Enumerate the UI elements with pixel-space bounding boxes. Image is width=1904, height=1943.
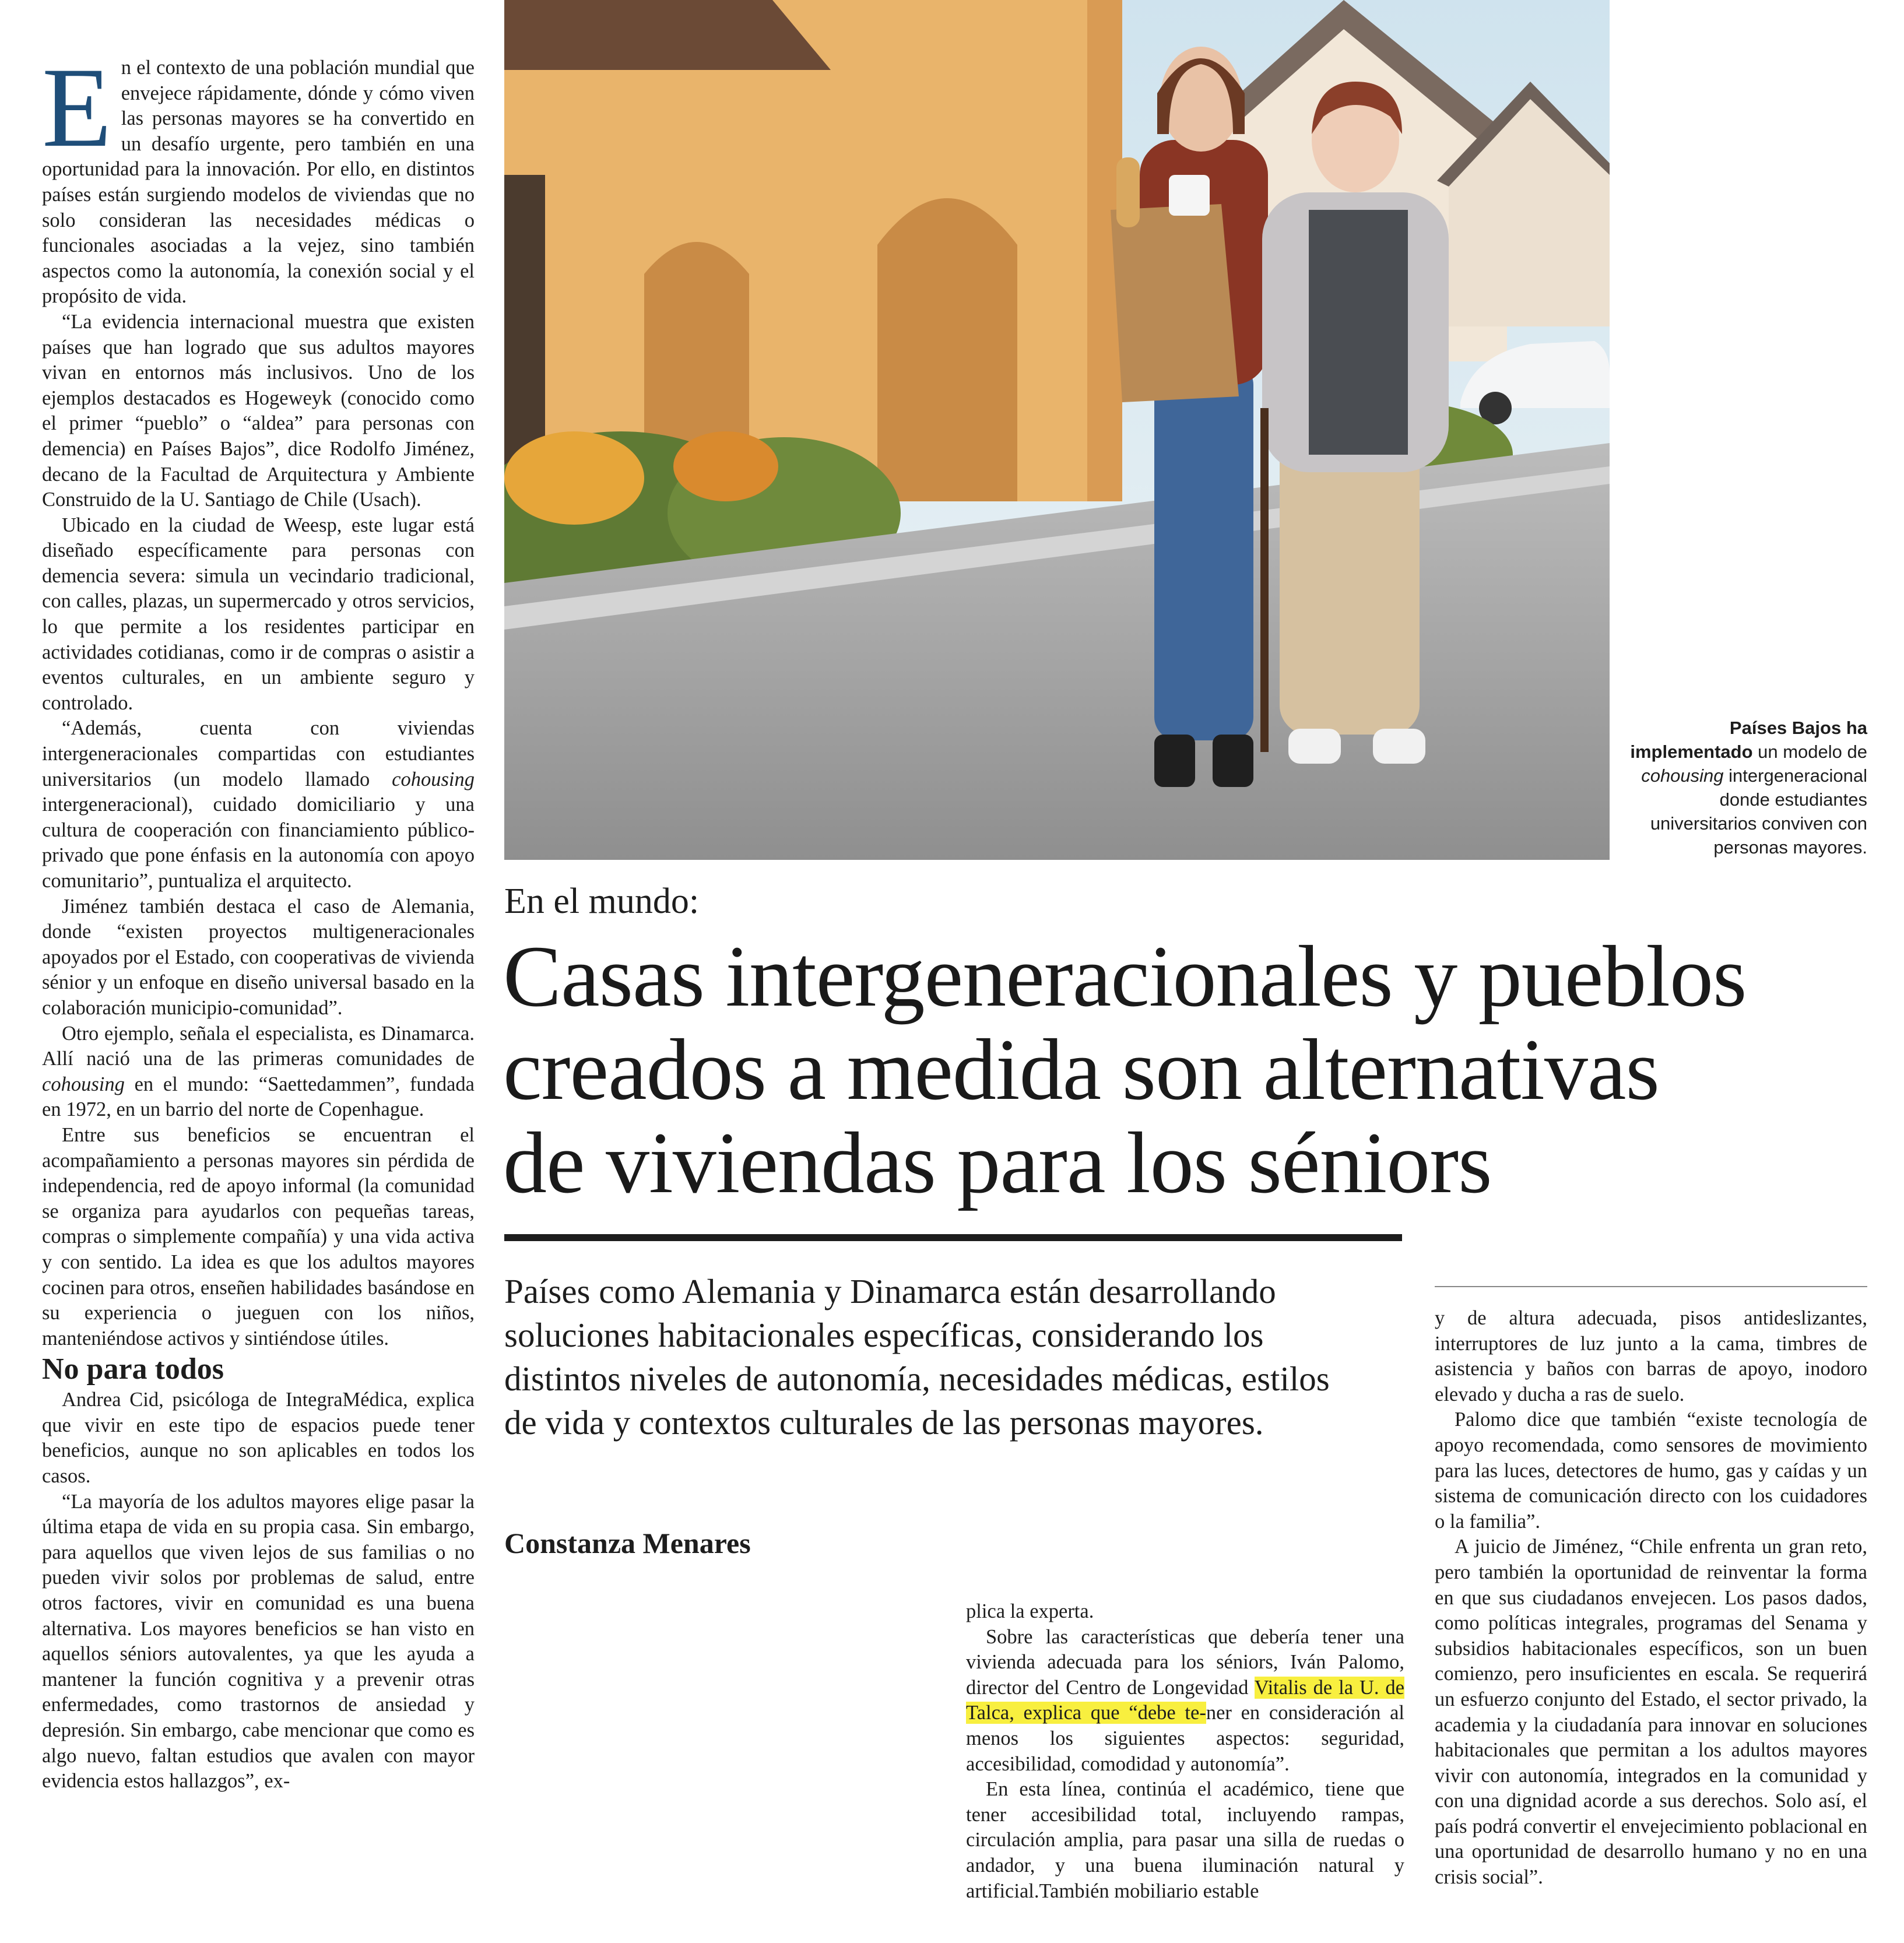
drop-cap: E	[42, 44, 112, 171]
article-column-4	[1435, 1306, 1867, 1891]
byline: Constanza Menares	[504, 1527, 751, 1559]
article-column-3	[966, 1599, 1404, 1904]
paragraph: Palomo dice que también “existe tecnología de apoyo recomendada, como sensores de movimiento para las luces, detectores de humo, gas y caídas y un sistema de comunicación directo con los cuidadores o la familia”.	[1435, 1408, 1867, 1533]
headline-line: creados a medida son alternativas	[503, 1021, 1659, 1118]
paragraph: y de altura adecuada, pisos antideslizantes, interruptores de luz junto a la cama, timbres de asistencia y baños con barras de apoyo, inodoro elevado y ducha a ras de suelo.	[1435, 1307, 1867, 1406]
article-column-1	[42, 44, 475, 1794]
headline-line: de viviendas para los séniors	[503, 1115, 1492, 1211]
paragraph: “La mayoría de los adultos mayores elige pasar la última etapa de vida en su propia casa. Sin embargo, para aquellos que viven lejos de sus familias o no pueden vivir solos por problemas de salud, entre otros factores, vivir en comunidad es una buena alternativa. Los mayores beneficios se han visto en aquellos séniors autovalentes, ya que les ayuda a mantener la función cognitiva y a prevenir otras enfermedades, como trastornos de ansiedad y depresión. Sin embargo, cabe mencionar que como es algo nuevo, faltan estudios que avalen con mayor evidencia estos hallazgos”, ex-	[42, 1490, 475, 1793]
paragraph: “La evidencia internacional muestra que existen países que han logrado que sus adultos mayores vivan en entornos más inclusivos. Uno de los ejemplos destacados es Hogeweyk (conocido como el primer “pueblo” o “aldea” para personas con demencia) en Países Bajos”, dice Rodolfo Jiménez, decano de la Facultad de Arquitectura y Ambiente Construido de la U. Santiago de Chile (Usach).	[42, 310, 475, 511]
article-photo	[504, 0, 1610, 860]
paragraph: “Además, cuenta con viviendas intergeneracionales compartidas con estudiantes universitarios (un modelo llamado cohousing intergeneracional), cuidado domiciliario y una cultura de cooperación con financiamiento público-privado que pone énfasis en la autonomía con apoyo comunitario”, puntualiza el arquitecto.	[42, 717, 475, 892]
paragraph: Andrea Cid, psicóloga de IntegraMédica, explica que vivir en este tipo de espacios puede tener beneficios, aunque no son aplicables en todos los casos.	[42, 1389, 475, 1488]
lead-paragraph: Países como Alemania y Dinamarca están desarrollando soluciones habitacionales específicas, considerando los distintos niveles de autonomía, necesidades médicas, estilos de vida y contextos culturales de las personas mayores.	[504, 1272, 1330, 1442]
kicker: En el mundo:	[504, 881, 700, 921]
paragraph: plica la experta.	[966, 1600, 1094, 1622]
photo-caption: Países Bajos ha implementado un modelo de cohousing intergeneracional donde estudiantes universitarios conviven con personas mayores.	[1630, 718, 1867, 858]
highlighted-text: Vitalis de la U. de Talca, explica que “debe te-	[966, 1676, 1404, 1724]
paragraph: En esta línea, continúa el académico, tiene que tener accesibilidad total, incluyendo rampas, circulación amplia, para pasar una silla de ruedas o andador, y una buena iluminación natural y artificial.También mobiliario estable	[966, 1778, 1404, 1902]
paragraph: Sobre las características que debería tener una vivienda adecuada para los séniors, Iván Palomo, director del Centro de Longevidad Vitalis de la U. de Talca, explica que “debe te-ner en consideración al menos los siguientes aspectos: seguridad, accesibilidad, comodidad y autonomía”.	[966, 1625, 1404, 1775]
paragraph: Jiménez también destaca el caso de Alemania, donde “existen proyectos multigeneracionales apoyados por el Estado, con cooperativas de vivienda sénior y un enfoque en diseño universal basado en la colaboración municipio-comunidad”.	[42, 895, 475, 1019]
column-rule	[1435, 1286, 1867, 1287]
paragraph: Otro ejemplo, señala el especialista, es Dinamarca. Allí nació una de las primeras comunidades de cohousing en el mundo: “Saettedammen”, fundada en 1972, en un barrio del norte de Copenhague.	[42, 1022, 475, 1121]
paragraph: Entre sus beneficios se encuentran el acompañamiento a personas mayores sin pérdida de independencia, red de apoyo informal (la comunidad se organiza para ayudarlos con pequeñas tareas, compras o simplemente compañía) y una vida activa y con sentido. La idea es que los adultos mayores cocinen para otros, enseñen habilidades basándose en su experiencia o jueguen con los niños, manteniéndose activos y sintiéndose útiles.	[42, 1123, 475, 1350]
photo-illustration	[504, 0, 1610, 860]
paragraph: En el contexto de una población mundial que envejece rápidamente, dónde y cómo viven las personas mayores se ha convertido en un desafío urgente, pero también en una oportunidad para la innovación. Por ello, en distintos países están surgiendo modelos de viviendas que no solo consideran las necesidades médicas o funcionales asociadas a la vejez, sino también aspectos como la autonomía, la conexión social y el propósito de vida.	[42, 44, 475, 308]
headline-line: Casas intergeneracionales y pueblos	[503, 928, 1747, 1025]
paragraph: Ubicado en la ciudad de Weesp, este lugar está diseñado específicamente para personas con demencia severa: simula un vecindario tradicional, con calles, plazas, un supermercado y otros servicios, lo que permite a los residentes participar en actividades cotidianas, como ir de compras o asistir a eventos culturales, en un ambiente seguro y controlado.	[42, 514, 475, 714]
headline	[503, 930, 1879, 1210]
subheading: No para todos	[42, 1352, 224, 1386]
headline-rule	[504, 1234, 1402, 1241]
paragraph: A juicio de Jiménez, “Chile enfrenta un gran reto, pero también la oportunidad de reinventar la forma en que sus ciudadanos envejecen. Los pasos dados, como políticas integrales, programas del Senama y subsidios habitacionales específicos, son un buen comienzo, pero insuficientes en escala. Se requerirá un esfuerzo conjunto del Estado, el sector privado, la academia y la ciudadanía para innovar en soluciones habitacionales que permitan a los adultos mayores vivir con autonomía, integrados en la comunidad y con una dignidad acorde a sus derechos. Solo así, el país podrá convertir el envejecimiento poblacional en una oportunidad de desarrollo humano y no en una crisis social”.	[1435, 1536, 1867, 1889]
